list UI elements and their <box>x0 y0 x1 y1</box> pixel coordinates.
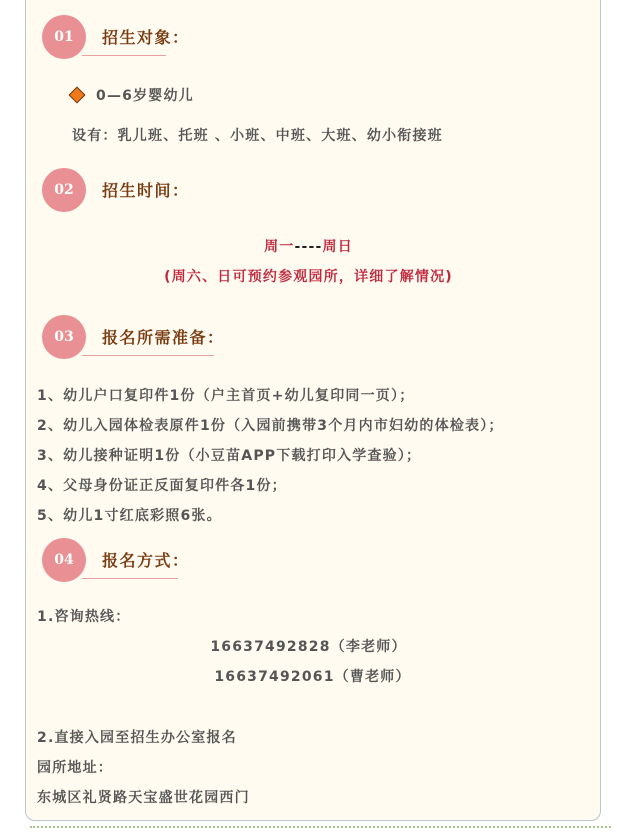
section-title: 招生时间： <box>102 181 190 200</box>
phone-number: 16637492828（李老师） <box>210 639 407 655</box>
title-underline <box>82 355 214 356</box>
title-underline <box>82 578 178 579</box>
age-range-text: 0—6岁婴幼儿 <box>96 88 194 104</box>
days-separator: ---- <box>294 239 323 255</box>
title-underline <box>82 55 166 56</box>
address-label: 园所地址： <box>37 760 113 776</box>
days-end: 周日 <box>322 239 353 255</box>
section-number-badge: 03 <box>42 315 86 359</box>
visit-note-text: (周六、日可预约参观园所，详细了解情况) <box>164 269 453 285</box>
section-number-badge: 01 <box>42 15 86 59</box>
requirement-item: 3、幼儿接种证明1份（小豆苗APP下载打印入学查验）； <box>37 448 422 464</box>
requirement-item: 2、幼儿入园体检表原件1份（入园前携带3个月内市妇幼的体检表）； <box>37 418 504 434</box>
section-title: 报名方式： <box>102 551 190 570</box>
section-title: 招生对象： <box>102 28 190 47</box>
requirement-item: 5、幼儿1寸红底彩照6张。 <box>37 508 222 524</box>
hotline-label: 1.咨询热线： <box>37 609 131 625</box>
address-text: 东城区礼贤路天宝盛世花园西门 <box>37 790 250 806</box>
dotted-divider <box>30 826 611 828</box>
walkin-label: 2.直接入园至招生办公室报名 <box>37 730 237 746</box>
section-number-badge: 02 <box>42 168 86 212</box>
requirement-item: 4、父母身份证正反面复印件各1份； <box>37 478 287 494</box>
section-title: 报名所需准备： <box>102 328 225 347</box>
days-text <box>0 236 617 256</box>
requirement-item: 1、幼儿户口复印件1份（户主首页+幼儿复印同一页）； <box>37 388 415 404</box>
days-start: 周一 <box>264 239 295 255</box>
phone-number: 16637492061（曹老师） <box>214 669 411 685</box>
section-number-badge: 04 <box>42 538 86 582</box>
content-card <box>25 0 601 821</box>
classes-text: 设有：乳儿班、托班 、小班、中班、大班、幼小衔接班 <box>72 128 443 144</box>
